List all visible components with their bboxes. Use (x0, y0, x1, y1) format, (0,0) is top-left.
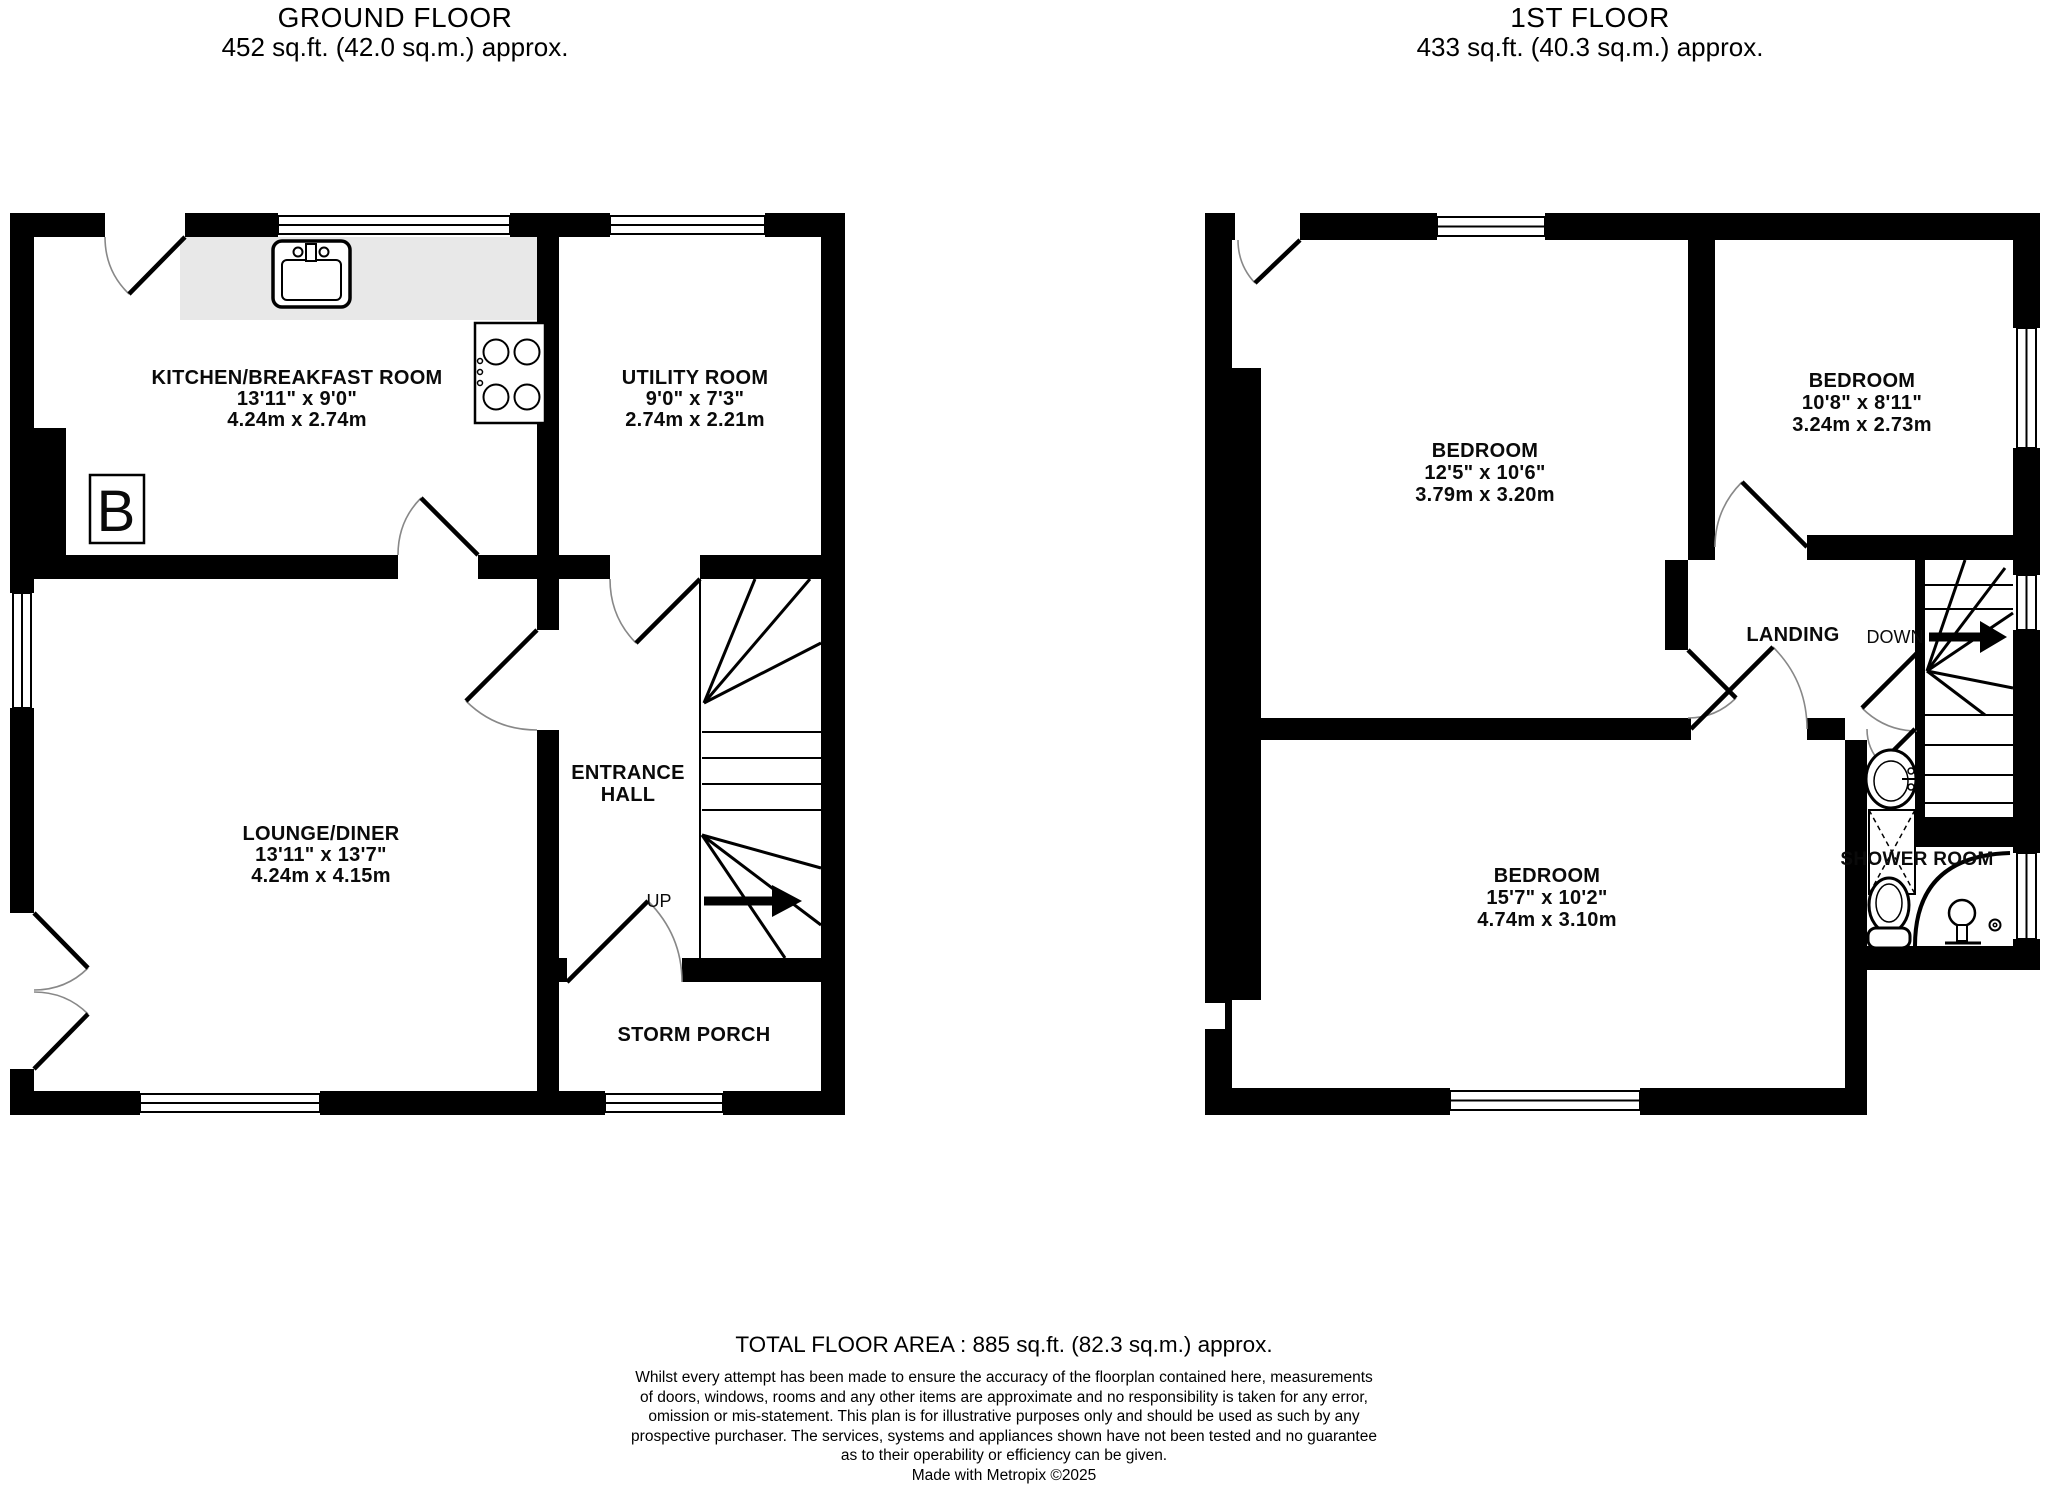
landing-label: LANDING (1746, 624, 1839, 646)
basin-icon (1866, 750, 1917, 808)
first-floor-area: 433 sq.ft. (40.3 sq.m.) approx. (1340, 33, 1840, 62)
down-label: DOWN (1867, 627, 1924, 647)
disclaimer-line-4: prospective purchaser. The services, systems and appliances shown have not been tested and no guarantee (424, 1427, 1584, 1447)
disclaimer-line-5: as to their operability or efficiency can be given. (424, 1446, 1584, 1466)
kitchen-label: KITCHEN/BREAKFAST ROOM (151, 367, 442, 389)
toilet-icon (1868, 878, 1910, 948)
first-floor-title-line: 1ST FLOOR (1340, 2, 1840, 33)
up-label: UP (646, 891, 671, 911)
storm-porch-label: STORM PORCH (618, 1024, 771, 1046)
ground-floor-title (145, 2, 645, 62)
ground-floor-title-line: GROUND FLOOR (145, 2, 645, 33)
metropix-credit: Made with Metropix ©2025 (424, 1466, 1584, 1485)
first-floor-background (1205, 213, 2040, 1115)
kitchen-dims-metric: 4.24m x 2.74m (227, 409, 367, 431)
kitchen-counter (180, 237, 545, 320)
kitchen-sink-icon (273, 241, 350, 307)
bedroom1-dims-metric: 3.79m x 3.20m (1415, 484, 1555, 506)
bedroom2-dims-imperial: 10'8" x 8'11" (1802, 392, 1922, 414)
boiler-badge (90, 475, 144, 544)
ground-floor-area: 452 sq.ft. (42.0 sq.m.) approx. (145, 33, 645, 62)
lounge-dims-imperial: 13'11" x 13'7" (255, 844, 387, 866)
footer (424, 1332, 1584, 1485)
utility-dims-imperial: 9'0" x 7'3" (646, 388, 745, 410)
lounge-label: LOUNGE/DINER (243, 823, 400, 845)
bedroom3-dims-metric: 4.74m x 3.10m (1477, 909, 1617, 931)
bedroom1-dims-imperial: 12'5" x 10'6" (1424, 462, 1545, 484)
disclaimer-line-1: Whilst every attempt has been made to ensure the accuracy of the floorplan contained here, measurements (424, 1368, 1584, 1388)
utility-label: UTILITY ROOM (622, 367, 769, 389)
entrance-hall-label-1: ENTRANCE (571, 762, 685, 784)
disclaimer-line-3: omission or mis-statement. This plan is for illustrative purposes only and should be used as such by any (424, 1407, 1584, 1427)
kitchen-dims-imperial: 13'11" x 9'0" (237, 388, 357, 410)
first-floor-title (1340, 2, 1840, 62)
total-floor-area: TOTAL FLOOR AREA : 885 sq.ft. (82.3 sq.m.) approx. (424, 1332, 1584, 1358)
hob-icon (475, 323, 545, 423)
shower-room-label: SHOWER ROOM (1840, 849, 1993, 870)
bedroom2-label: BEDROOM (1809, 370, 1916, 392)
entrance-hall-label-2: HALL (601, 784, 656, 806)
bedroom2-dims-metric: 3.24m x 2.73m (1792, 414, 1932, 436)
bedroom3-dims-imperial: 15'7" x 10'2" (1486, 887, 1607, 909)
bedroom3-label: BEDROOM (1494, 865, 1601, 887)
lounge-dims-metric: 4.24m x 4.15m (251, 865, 391, 887)
utility-dims-metric: 2.74m x 2.21m (625, 409, 765, 431)
first-floor-plan (1205, 213, 2040, 1115)
chimney-breast-first (1205, 368, 1261, 1000)
bedroom1-label: BEDROOM (1432, 440, 1539, 462)
disclaimer-line-2: of doors, windows, rooms and any other items are approximate and no responsibility is taken for any error, (424, 1388, 1584, 1408)
ground-floor-plan (10, 213, 845, 1115)
boiler-letter: B (97, 479, 136, 544)
